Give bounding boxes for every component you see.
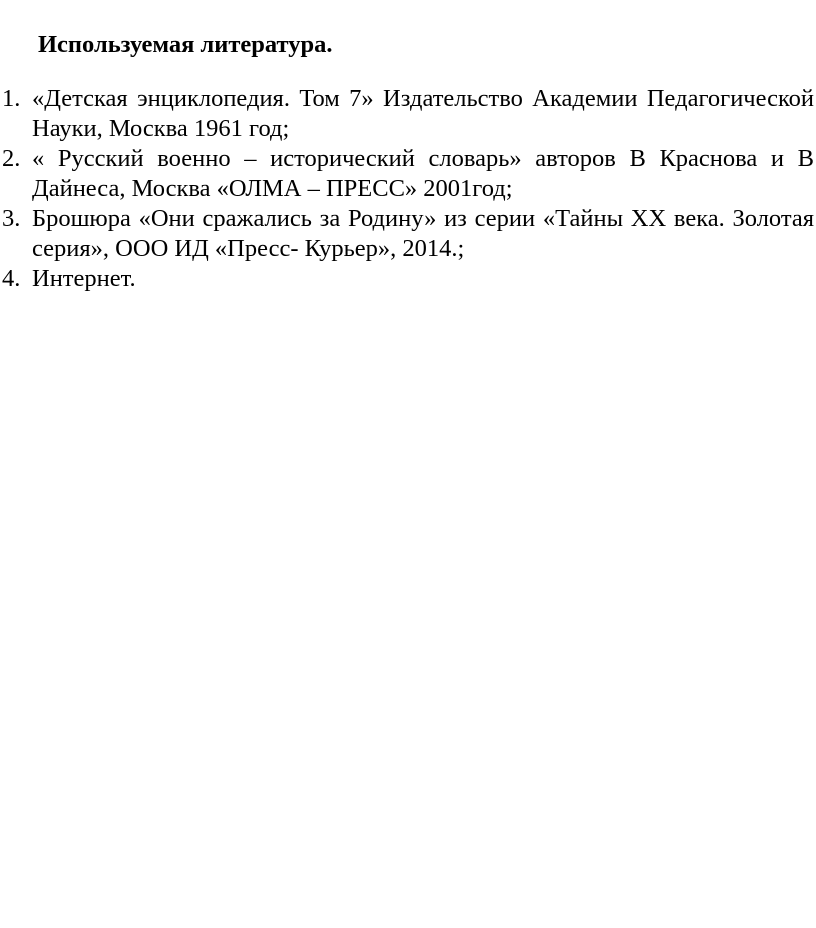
list-item-text: Брошюра «Они сражались за Родину» из серии «Тайны XX века. Золотая серия», ООО ИД «Пресс- Курьер», 2014.; xyxy=(32,205,814,262)
list-item xyxy=(0,204,814,264)
list-item xyxy=(0,84,814,144)
list-item-text: « Русский военно – исторический словарь» авторов В Краснова и В Дайнеса, Москва «ОЛМА – ПРЕСС» 2001год; xyxy=(32,145,814,202)
list-item xyxy=(0,264,814,294)
list-item-number: 1. xyxy=(2,85,21,112)
list-item xyxy=(0,144,814,204)
list-item-number: 4. xyxy=(2,265,21,292)
page-title: Используемая литература. xyxy=(38,31,333,58)
list-item-text: Интернет. xyxy=(32,265,136,292)
list-item-number: 2. xyxy=(2,145,21,172)
list-item-number: 3. xyxy=(2,205,21,232)
reference-list xyxy=(0,84,814,294)
list-item-text: «Детская энциклопедия. Том 7» Издательство Академии Педагогической Науки, Москва 1961 год; xyxy=(32,85,814,142)
